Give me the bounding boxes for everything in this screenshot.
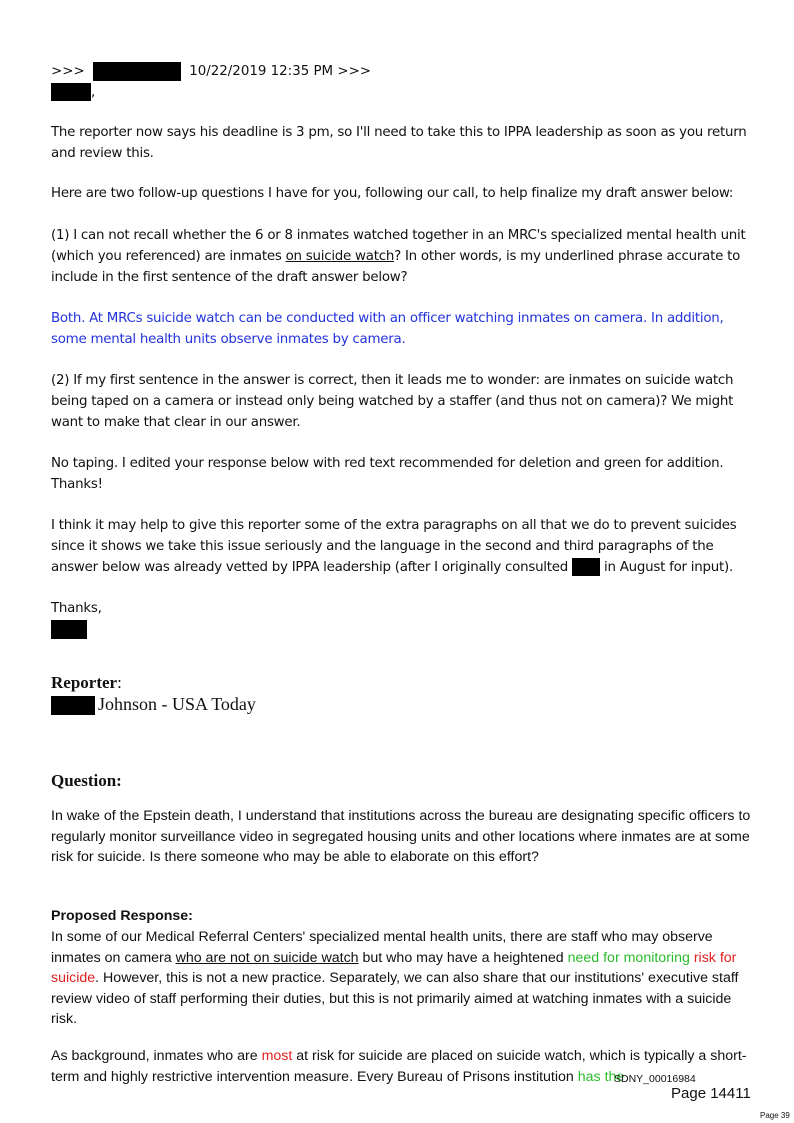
reporter-line (51, 693, 256, 715)
redacted-recipient (51, 83, 91, 101)
redacted-reporter-first-name (51, 696, 95, 715)
proposed-response-paragraph-1 (51, 927, 756, 1030)
reporter-colon: : (117, 673, 122, 692)
paragraph-question-2: (2) If my first sentence in the answer is correct, then it leads me to wonder: are inmates on suicide watch being taped on a camera or instead only being watched by a staffer (and thus not on camera)? We might want to make that clear in our answer. (51, 373, 734, 430)
redacted-signature (51, 620, 87, 639)
redacted-name (572, 558, 600, 576)
paragraph-answer-1: Both. At MRCs suicide watch can be conducted with an officer watching inmates on camera. In addition, some mental health units observe inmates by camera. (51, 311, 724, 347)
r1-deletion: risk for suicide (51, 949, 737, 986)
q1-text-a: (1) I can not recall whether the 6 or 8 inmates watched together in an MRC's specialized mental health unit (which you referenced) are inmates (51, 228, 746, 264)
paragraph-followup-intro: Here are two follow-up questions I have for you, following our call, to help finalize my draft answer below: (51, 186, 734, 201)
context-text-b: in August for input). (600, 560, 733, 575)
page-number: Page 14411 (671, 1085, 751, 1102)
greeting-comma: , (91, 85, 96, 100)
r1-addition: need for monitoring (567, 949, 690, 966)
r2-text-a: As background, inmates who are (51, 1048, 262, 1064)
question-heading: Question: (51, 771, 122, 790)
r2-deletion: most (261, 1048, 293, 1064)
paragraph-answer-2: No taping. I edited your response below with red text recommended for deletion and green for addition. Thanks! (51, 456, 724, 492)
email-timestamp: 10/22/2019 12:35 PM >>> (189, 64, 372, 79)
proposed-response-heading: Proposed Response: (51, 908, 193, 924)
thanks-text: Thanks, (51, 601, 102, 616)
r1-underlined: who are not on suicide watch (175, 949, 359, 966)
question-text: In wake of the Epstein death, I understand that institutions across the bureau are designating specific officers to regularly monitor surveillance video in segregated housing units and other locations where inmates are at some risk for suicide. Is there someone who may be able to elaborate on this effort? (51, 808, 751, 865)
reporter-heading (51, 673, 122, 693)
paragraph-question-1 (51, 225, 756, 288)
paragraph-deadline: The reporter now says his deadline is 3 pm, so I'll need to take this to IPPA leadership as soon as you return and review this. (51, 125, 747, 161)
signoff (51, 598, 756, 640)
context-text-a: I think it may help to give this reporter some of the extra paragraphs on all that we do to prevent suicides since it shows we take this issue seriously and the language in the second and third paragraphs of the answer below was already vetted by IPPA leadership (after I originally consulted (51, 518, 737, 575)
page-mark: Page 39 (760, 1111, 790, 1120)
reporter-name: Johnson - USA Today (98, 694, 256, 714)
paragraph-context (51, 515, 756, 578)
r1-text-b: but who may have a heightened (358, 949, 568, 966)
quote-prefix: >>> (51, 64, 85, 79)
email-header (51, 61, 371, 103)
r2-text-b: at risk for suicide are placed on suicide watch, which is typically a short-term and highly restrictive intervention measure. Every Bureau of Prisons institution (51, 1048, 747, 1085)
bates-number: SDNY_00016984 (614, 1073, 696, 1085)
q1-underlined-phrase: on suicide watch (285, 249, 395, 264)
r1-text-d: . However, this is not a new practice. Separately, we can also share that our institutions' executive staff review video of staff performing their duties, but this is not primarily aimed at watching inmates with a suicide risk. (51, 970, 739, 1027)
reporter-label: Reporter (51, 673, 118, 692)
redacted-sender (93, 62, 181, 81)
r2-addition: has the (577, 1068, 625, 1085)
r1-text-a: In some of our Medical Referral Centers' specialized mental health units, there are staff who may observe inmates on camera (51, 929, 713, 966)
q1-text-b: ? In other words, is my underlined phrase accurate to include in the first sentence of the draft answer below? (51, 249, 741, 285)
